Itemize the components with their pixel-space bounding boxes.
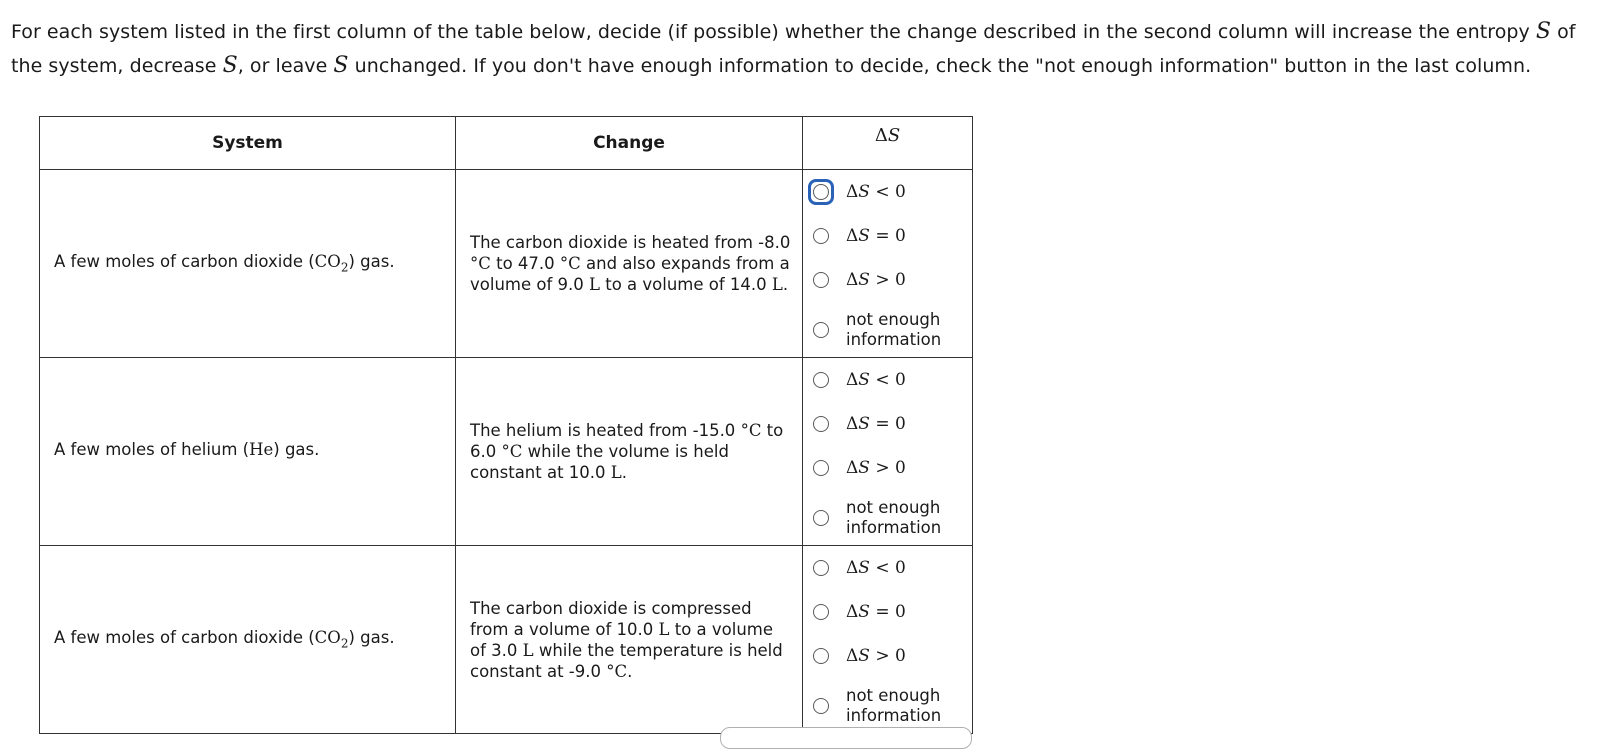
option-not-enough-information[interactable] bbox=[803, 678, 972, 733]
option-delta-s-zero[interactable] bbox=[803, 214, 972, 258]
radio-button[interactable] bbox=[813, 698, 829, 714]
scroll-indicator[interactable] bbox=[720, 727, 972, 749]
entropy-symbol: S bbox=[1535, 19, 1551, 44]
option-not-enough-information[interactable] bbox=[803, 302, 972, 357]
table-row bbox=[40, 170, 973, 358]
option-label: ΔS > 0 bbox=[846, 270, 906, 290]
header-row bbox=[40, 117, 973, 170]
radio-button[interactable] bbox=[813, 604, 829, 620]
option-label: not enough information bbox=[846, 309, 942, 349]
chemical-formula: He bbox=[249, 440, 274, 460]
system-cell: A few moles of carbon dioxide $(CO_2)$ gas. bbox=[40, 546, 456, 734]
option-label: not enough information bbox=[846, 497, 942, 537]
option-delta-s-positive[interactable] bbox=[803, 258, 972, 302]
option-delta-s-zero[interactable] bbox=[803, 402, 972, 446]
table-row bbox=[40, 546, 973, 734]
header-system: System bbox=[40, 117, 456, 170]
chemical-formula: $CO_2$ bbox=[314, 628, 349, 651]
change-cell: The carbon dioxide is compressed from a volume of 10.0 L to a volume of 3.0 L while the temperature is held constant at -9.0 °C. bbox=[456, 546, 803, 734]
change-cell: The carbon dioxide is heated from -8.0 °C to 47.0 °C and also expands from a volume of 9.0 L to a volume of 14.0 L. bbox=[456, 170, 803, 358]
radio-button[interactable] bbox=[813, 228, 829, 244]
system-cell: A few moles of helium (He) gas. bbox=[40, 358, 456, 546]
radio-button[interactable] bbox=[813, 272, 829, 288]
option-delta-s-negative[interactable] bbox=[803, 358, 972, 402]
option-delta-s-positive[interactable] bbox=[803, 446, 972, 490]
table-row bbox=[40, 358, 973, 546]
system-cell: A few moles of carbon dioxide $(CO_2)$ gas. bbox=[40, 170, 456, 358]
option-delta-s-positive[interactable] bbox=[803, 634, 972, 678]
radio-button[interactable] bbox=[813, 372, 829, 388]
radio-button[interactable] bbox=[813, 416, 829, 432]
entropy-symbol: S bbox=[222, 53, 238, 78]
delta-s-options bbox=[803, 358, 973, 546]
option-label: ΔS = 0 bbox=[846, 226, 906, 246]
radio-button[interactable] bbox=[813, 460, 829, 476]
option-label: ΔS = 0 bbox=[846, 414, 906, 434]
option-label: ΔS < 0 bbox=[846, 182, 906, 202]
option-label: not enough information bbox=[846, 685, 942, 725]
chemical-formula: $CO_2$ bbox=[314, 252, 349, 275]
radio-button[interactable] bbox=[813, 648, 829, 664]
radio-button[interactable] bbox=[813, 560, 829, 576]
option-label: ΔS > 0 bbox=[846, 458, 906, 478]
option-delta-s-negative[interactable] bbox=[803, 170, 972, 214]
delta-s-options bbox=[803, 546, 973, 734]
entropy-symbol: S bbox=[333, 53, 349, 78]
delta-s-options bbox=[803, 170, 973, 358]
header-delta-s: ΔS bbox=[803, 117, 973, 170]
option-label: ΔS < 0 bbox=[846, 558, 906, 578]
header-change: Change bbox=[456, 117, 803, 170]
option-label: ΔS < 0 bbox=[846, 370, 906, 390]
option-not-enough-information[interactable] bbox=[803, 490, 972, 545]
change-cell: The helium is heated from -15.0 °C to 6.0 °C while the volume is held constant at 10.0 L. bbox=[456, 358, 803, 546]
radio-button[interactable] bbox=[813, 184, 829, 200]
radio-button[interactable] bbox=[813, 510, 829, 526]
instructions-text: For each system listed in the first column of the table below, decide (if possible) whether the change described in the second column will increase the entropy S of the system, decrease S, or leave S unchanged. If you don't have enough information to decide, check the "not enough information" button in the last column. bbox=[11, 19, 1576, 78]
option-delta-s-zero[interactable] bbox=[803, 590, 972, 634]
radio-button[interactable] bbox=[813, 322, 829, 338]
entropy-table bbox=[39, 116, 973, 734]
option-delta-s-negative[interactable] bbox=[803, 546, 972, 590]
option-label: ΔS = 0 bbox=[846, 602, 906, 622]
option-label: ΔS > 0 bbox=[846, 646, 906, 666]
